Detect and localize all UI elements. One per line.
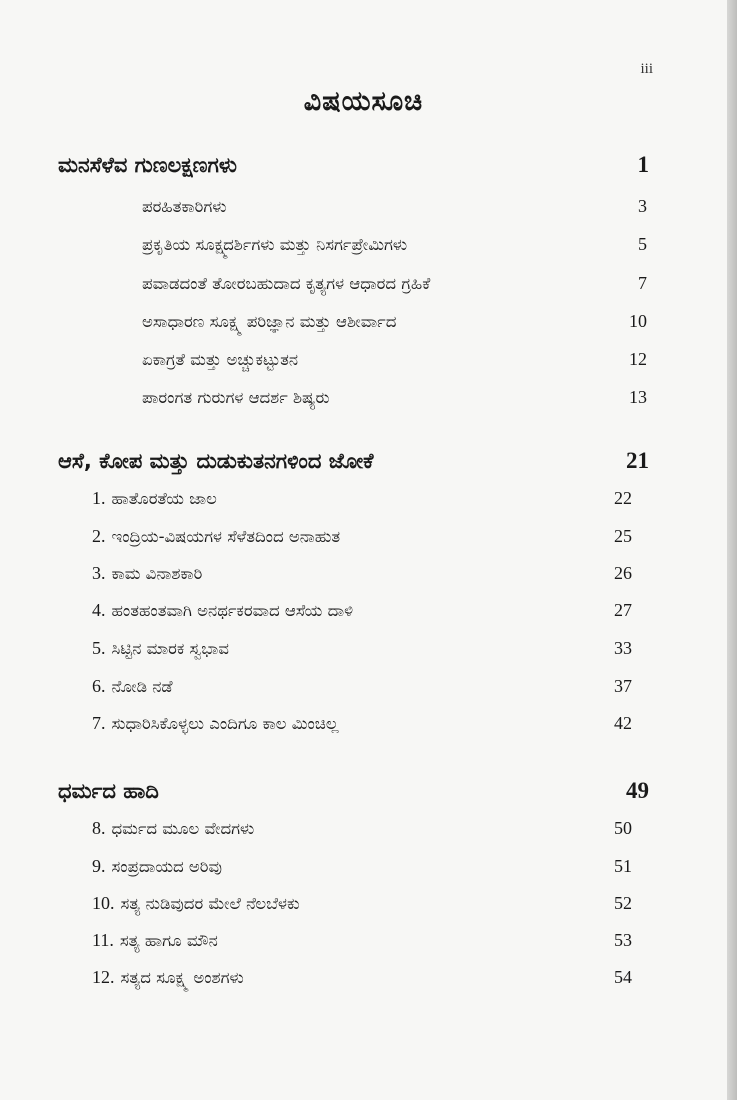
- toc-entry[interactable]: [92, 488, 632, 509]
- entry-number: 9.: [92, 856, 106, 876]
- toc-entry[interactable]: [92, 676, 632, 697]
- entry-page: 12: [629, 349, 647, 369]
- entry-title: ಕಾಮ ವಿನಾಶಕಾರಿ: [111, 564, 203, 583]
- entry-number: 7.: [92, 713, 106, 733]
- page-number: iii: [640, 61, 653, 77]
- entry-number: 11.: [92, 930, 114, 950]
- entry-title: ಪರಹಿತಕಾರಿಗಳು: [142, 197, 227, 216]
- page-edge: [727, 0, 737, 1100]
- entry-number: 3.: [92, 563, 106, 583]
- entry-title: ಪವಾಡದಂತೆ ತೋರಬಹುದಾದ ಕೃತ್ಯಗಳ ಆಧಾರದ ಗ್ರಹಿಕೆ: [142, 274, 431, 293]
- entry-title: ಪಾರಂಗತ ಗುರುಗಳ ಆದರ್ಶ ಶಿಷ್ಯರು: [142, 388, 330, 407]
- entry-title: ಅಸಾಧಾರಣ ಸೂಕ್ಷ್ಮ ಪರಿಜ್ಞಾನ ಮತ್ತು ಆಶೀರ್ವಾದ: [142, 312, 397, 331]
- entry-page: 7: [638, 273, 647, 293]
- entry-title: ಹಂತಹಂತವಾಗಿ ಅನರ್ಥಕರವಾದ ಆಸೆಯ ದಾಳಿ: [111, 601, 354, 620]
- entry-title: ನೋಡಿ ನಡೆ: [111, 677, 173, 696]
- entry-title: ಏಕಾಗ್ರತೆ ಮತ್ತು ಅಚ್ಚುಕಟ್ಟುತನ: [142, 350, 299, 369]
- entry-title: ಸತ್ಯ ನುಡಿವುದರ ಮೇಲೆ ನೆಲಬೆಳಕು: [120, 894, 300, 913]
- section-heading[interactable]: [58, 778, 649, 804]
- entry-title: ಇಂದ್ರಿಯ-ವಿಷಯಗಳ ಸೆಳೆತದಿಂದ ಅನಾಹುತ: [111, 527, 341, 546]
- toc-entry[interactable]: [92, 893, 632, 914]
- toc-entry[interactable]: [92, 526, 632, 547]
- toc-entry[interactable]: [142, 196, 647, 217]
- entry-page: 37: [614, 676, 632, 696]
- toc-entry[interactable]: [92, 600, 632, 621]
- entry-title: ಸತ್ಯ ಹಾಗೂ ಮೌನ: [119, 931, 218, 950]
- entry-page: 52: [614, 893, 632, 913]
- page-title: ವಿಷಯಸೂಚಿ: [303, 86, 424, 117]
- entry-page: 25: [614, 526, 632, 546]
- entry-number: 2.: [92, 526, 106, 546]
- toc-entry[interactable]: [92, 856, 632, 877]
- entry-page: 3: [638, 196, 647, 216]
- entry-title: ಸುಧಾರಿಸಿಕೊಳ್ಳಲು ಎಂದಿಗೂ ಕಾಲ ಮಿಂಚಿಲ್ಲ: [111, 714, 339, 733]
- entry-title: ಸಂಪ್ರದಾಯದ ಅರಿವು: [111, 857, 222, 876]
- toc-entry[interactable]: [142, 234, 647, 255]
- toc-entry[interactable]: [92, 967, 632, 988]
- toc-entry[interactable]: [142, 349, 647, 370]
- entry-page: 10: [629, 311, 647, 331]
- entry-title: ಧರ್ಮದ ಮೂಲ ವೇದಗಳು: [111, 819, 255, 838]
- entry-number: 1.: [92, 488, 106, 508]
- toc-entry[interactable]: [92, 930, 632, 951]
- entry-number: 8.: [92, 818, 106, 838]
- entry-number: 5.: [92, 638, 106, 658]
- entry-number: 6.: [92, 676, 106, 696]
- toc-entry[interactable]: [92, 563, 632, 584]
- entry-page: 26: [614, 563, 632, 583]
- toc-entry[interactable]: [142, 387, 647, 408]
- toc-entry[interactable]: [92, 818, 632, 839]
- toc-entry[interactable]: [142, 273, 647, 294]
- entry-page: 42: [614, 713, 632, 733]
- section-heading[interactable]: [58, 152, 649, 178]
- entry-title: ಪ್ರಕೃತಿಯ ಸೂಕ್ಷ್ಮದರ್ಶಿಗಳು ಮತ್ತು ನಿಸರ್ಗಪ್ರೇಮಿಗಳು: [142, 235, 408, 254]
- entry-page: 51: [614, 856, 632, 876]
- section-page: 1: [637, 152, 649, 177]
- section-heading[interactable]: [58, 448, 649, 474]
- section-title: ಆಸೆ, ಕೋಪ ಮತ್ತು ದುಡುಕುತನಗಳಿಂದ ಜೋಕೆ: [58, 449, 374, 473]
- entry-page: 5: [638, 234, 647, 254]
- entry-number: 4.: [92, 600, 106, 620]
- entry-title: ಸಿಟ್ಟಿನ ಮಾರಕ ಸ್ವಭಾವ: [111, 639, 229, 658]
- entry-page: 22: [614, 488, 632, 508]
- toc-entry[interactable]: [142, 311, 647, 332]
- entry-page: 53: [614, 930, 632, 950]
- entry-title: ಹಾತೊರತೆಯ ಜಾಲ: [111, 489, 217, 508]
- entry-number: 10.: [92, 893, 115, 913]
- entry-number: 12.: [92, 967, 115, 987]
- section-page: 21: [626, 448, 649, 473]
- entry-page: 27: [614, 600, 632, 620]
- entry-page: 13: [629, 387, 647, 407]
- entry-page: 54: [614, 967, 632, 987]
- section-title: ಧರ್ಮದ ಹಾದಿ: [58, 779, 159, 803]
- toc-entry[interactable]: [92, 638, 632, 659]
- entry-page: 50: [614, 818, 632, 838]
- entry-page: 33: [614, 638, 632, 658]
- toc-entry[interactable]: [92, 713, 632, 734]
- entry-title: ಸತ್ಯದ ಸೂಕ್ಷ್ಮ ಅಂಶಗಳು: [120, 968, 244, 987]
- section-title: ಮನಸೆಳೆವ ಗುಣಲಕ್ಷಣಗಳು: [58, 153, 237, 177]
- section-page: 49: [626, 778, 649, 803]
